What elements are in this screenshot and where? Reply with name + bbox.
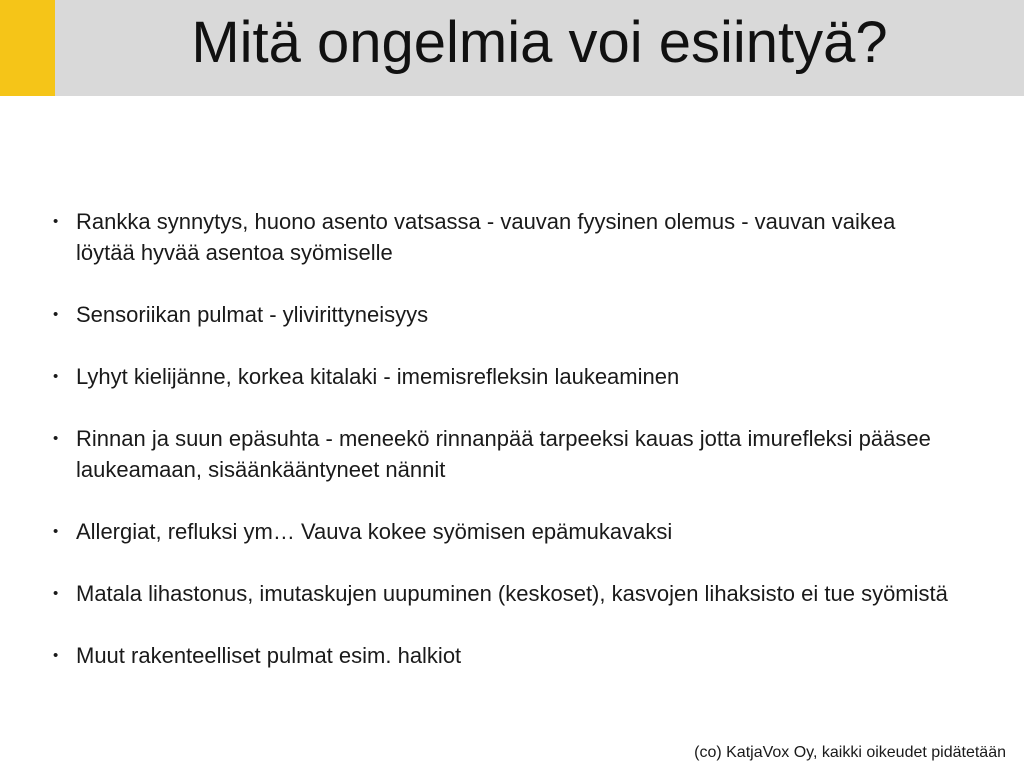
- bullet-item: [50, 578, 950, 609]
- bullet-item: [50, 640, 950, 671]
- bullet-dot-icon: •: [53, 585, 59, 602]
- bullet-item: [50, 516, 950, 547]
- bullet-text: Sensoriikan pulmat - ylivirittyneisyys: [76, 302, 429, 327]
- bullet-item: [50, 361, 950, 392]
- bullet-dot-icon: •: [53, 213, 59, 230]
- bullet-text: Matala lihastonus, imutaskujen uupuminen (keskoset), kasvojen lihaksisto ei tue syömistä: [76, 581, 948, 606]
- bullet-dot-icon: •: [53, 523, 59, 540]
- bullet-text: Rinnan ja suun epäsuhta - meneekö rinnanpää tarpeeksi kauas jotta imurefleksi pääsee laukeamaan, sisäänkääntyneet nännit: [76, 426, 931, 482]
- bullet-item: [50, 206, 950, 268]
- bullet-text: Allergiat, refluksi ym… Vauva kokee syömisen epämukavaksi: [76, 519, 673, 544]
- slide-title: Mitä ongelmia voi esiintyä?: [191, 10, 888, 75]
- bullet-dot-icon: •: [53, 306, 59, 323]
- yellow-accent-block: [0, 0, 55, 96]
- bullet-dot-icon: •: [53, 647, 59, 664]
- bullet-item: [50, 423, 950, 485]
- bullet-dot-icon: •: [53, 430, 59, 447]
- bullet-text: Muut rakenteelliset pulmat esim. halkiot: [76, 643, 462, 668]
- bullet-dot-icon: •: [53, 368, 59, 385]
- bullet-list: [50, 206, 950, 702]
- copyright-footer: (co) KatjaVox Oy, kaikki oikeudet pidätetään: [694, 744, 1006, 761]
- bullet-item: [50, 299, 950, 330]
- bullet-text: Rankka synnytys, huono asento vatsassa - vauvan fyysinen olemus - vauvan vaikea löytää hyvää asentoa syömiselle: [76, 209, 896, 265]
- bullet-text: Lyhyt kielijänne, korkea kitalaki - imemisrefleksin laukeaminen: [76, 364, 680, 389]
